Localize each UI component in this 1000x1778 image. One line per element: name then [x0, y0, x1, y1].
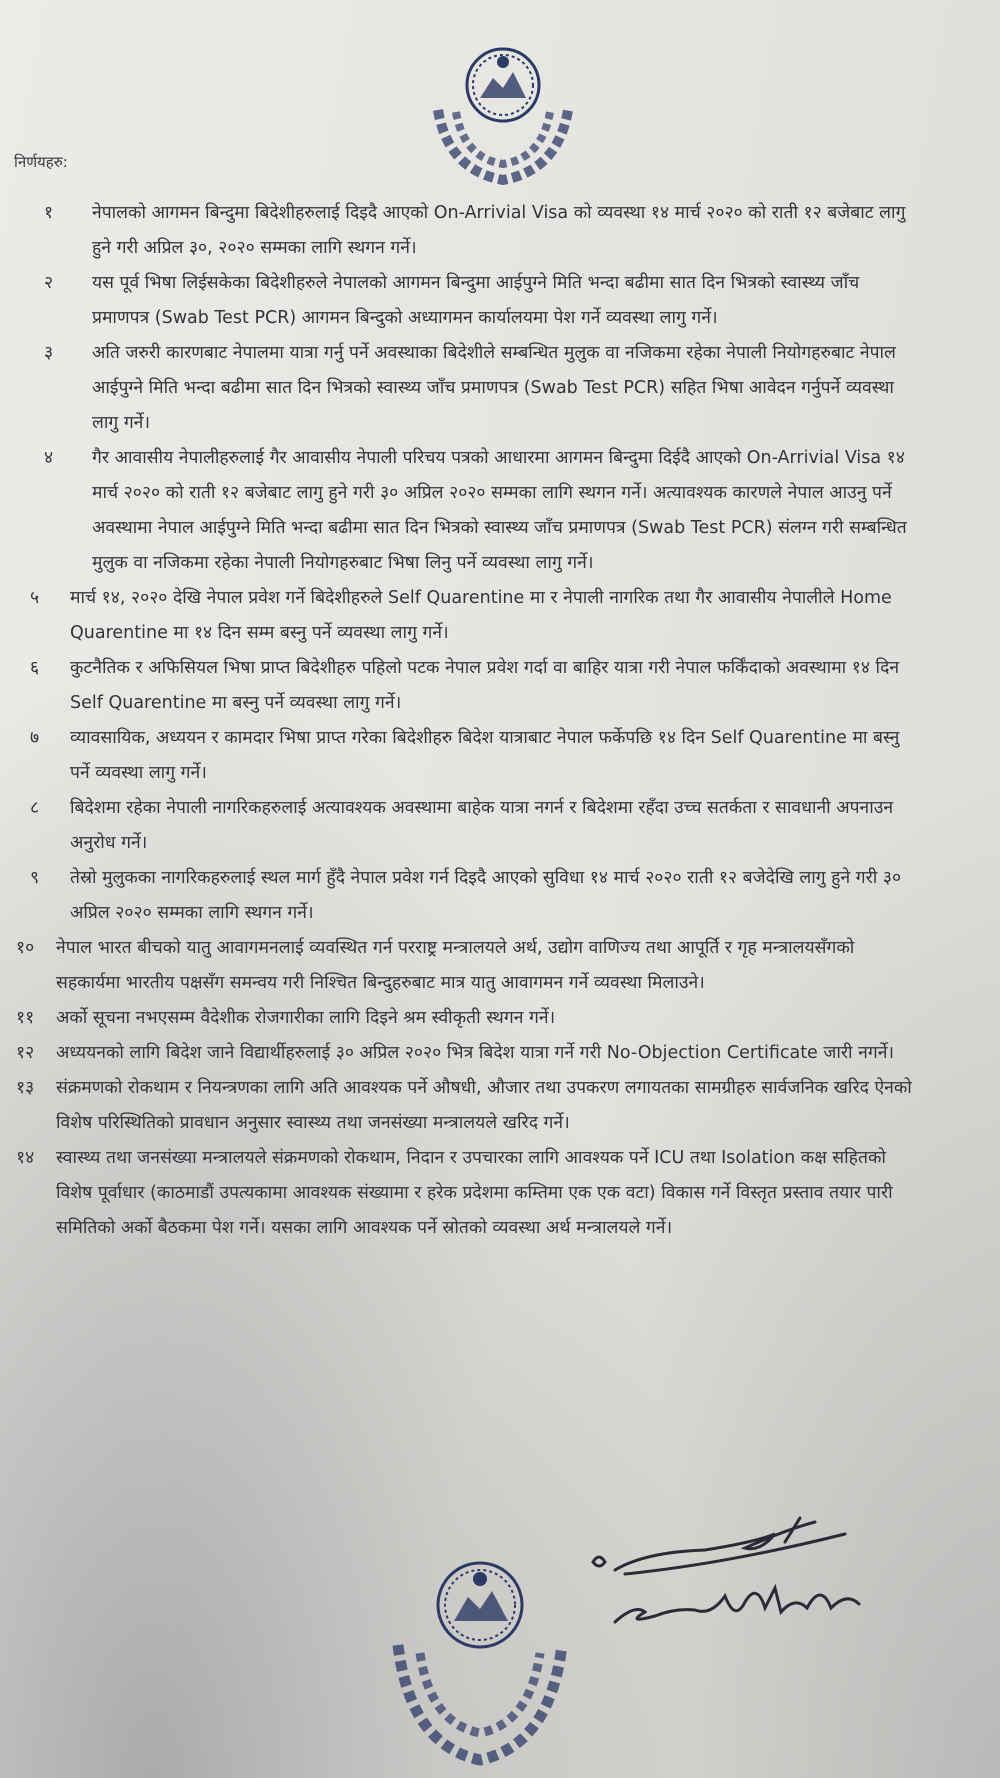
- item-number: ३: [44, 343, 54, 363]
- item-number: १४: [16, 1148, 35, 1168]
- list-item: [8, 931, 923, 1001]
- item-text: मार्च १४, २०२० देखि नेपाल प्रवेश गर्ने बिदेशीहरुले Self Quarentine मा र नेपाली नागरिक तथा गैर आवासीय नेपालीले Home Quarentine मा १४ दिन सम्म बस्नु पर्ने व्यवस्था लागु गर्ने।: [70, 588, 892, 643]
- decision-list: [8, 196, 923, 1246]
- list-item: [8, 1071, 923, 1141]
- item-number: ११: [16, 1008, 35, 1028]
- item-number: २: [44, 273, 54, 293]
- handwritten-signature-icon: [585, 1512, 915, 1642]
- item-text: बिदेशमा रहेका नेपाली नागरिकहरुलाई अत्यावश्यक अवस्थामा बाहेक यात्रा नगर्न र बिदेशमा रहँदा उच्च सतर्कता र सावधानी अपनाउन अनुरोध गर्ने।: [70, 798, 894, 853]
- list-item: [8, 266, 923, 336]
- item-text: अध्ययनको लागि बिदेश जाने विद्यार्थीहरुलाई ३० अप्रिल २०२० भित्र बिदेश यात्रा गर्ने गरी No-Objection Certificate जारी नगर्ने।: [56, 1043, 895, 1063]
- item-number: १०: [16, 938, 35, 958]
- item-text: तेस्रो मुलुकका नागरिकहरुलाई स्थल मार्ग हुँदै नेपाल प्रवेश गर्न दिइदै आएको सुविधा १४ मार्च २०२० राती १२ बजेदेखि लागु हुने गरी ३० अप्रिल २०२० सम्मका लागि स्थगन गर्ने।: [70, 868, 902, 923]
- list-item: [8, 336, 923, 441]
- item-number: ५: [30, 588, 40, 608]
- item-text: संक्रमणको रोकथाम र नियन्त्रणका लागि अति आवश्यक पर्ने औषधी, औजार तथा उपकरण लगायतका सामग्रीहरु सार्वजनिक खरिद ऐनको विशेष परिस्थितिको प्रावधान अनुसार स्वास्थ्य तथा जनसंख्या मन्त्रालयले खरिद गर्ने।: [56, 1078, 912, 1133]
- list-item: [8, 441, 923, 581]
- item-number: १३: [16, 1078, 35, 1098]
- item-number: १: [44, 203, 54, 223]
- item-text: यस पूर्व भिषा लिईसकेका बिदेशीहरुले नेपालको आगमन बिन्दुमा आईपुग्ने मिति भन्दा बढीमा सात दिन भित्रको स्वास्थ्य जाँच प्रमाणपत्र (Swab Test PCR) आगमन बिन्दुको अध्यागमन कार्यालयमा पेश गर्ने व्यवस्था लागु गर्ने।: [92, 273, 860, 328]
- government-seal-icon: [380, 1555, 570, 1775]
- item-text: गैर आवासीय नेपालीहरुलाई गैर आवासीय नेपाली परिचय पत्रको आधारमा आगमन बिन्दुमा दिईदै आएको On-Arrivial Visa १४ मार्च २०२० को राती १२ बजेबाट लागु हुने गरी ३० अप्रिल २०२० सम्मका लागि स्थगन गर्ने। अत्यावश्यक कारणले नेपाल आउनु पर्ने अवस्थामा नेपाल आईपुग्ने मिति भन्दा बढीमा सात दिन भित्रको स्वास्थ्य जाँच प्रमाणपत्र (Swab Test PCR) संलग्न गरी सम्बन्धित मुलुक वा नजिकमा रहेका नेपाली नियोगहरुबाट भिषा लिनु पर्ने व्यवस्था लागु गर्ने।: [92, 448, 907, 573]
- item-number: ६: [30, 658, 40, 678]
- list-item: [8, 1001, 923, 1036]
- list-item: [8, 196, 923, 266]
- item-text: कुटनैतिक र अफिसियल भिषा प्राप्त बिदेशीहरु पहिलो पटक नेपाल प्रवेश गर्दा वा बाहिर यात्रा गरी नेपाल फर्किंदाको अवस्थामा १४ दिन Self Quarentine मा बस्नु पर्ने व्यवस्था लागु गर्ने।: [70, 658, 900, 713]
- list-item: [8, 581, 923, 651]
- item-number: ४: [44, 448, 54, 468]
- list-item: [8, 1141, 923, 1246]
- list-item: [8, 721, 923, 791]
- item-text: नेपालको आगमन बिन्दुमा बिदेशीहरुलाई दिइदै आएको On-Arrivial Visa को व्यवस्था १४ मार्च २०२० को राती १२ बजेबाट लागु हुने गरी अप्रिल ३०, २०२० सम्मका लागि स्थगन गर्ने।: [92, 203, 906, 258]
- item-text: अर्को सूचना नभएसम्म वैदेशीक रोजगारीका लागि दिइने श्रम स्वीकृती स्थगन गर्ने।: [56, 1008, 556, 1028]
- item-number: ९: [30, 868, 40, 888]
- list-item: [8, 861, 923, 931]
- item-text: स्वास्थ्य तथा जनसंख्या मन्त्रालयले संक्रमणको रोकथाम, निदान र उपचारका लागि आवश्यक पर्ने ICU तथा Isolation कक्ष सहितको विशेष पूर्वाधार (काठमाडौं उपत्यकामा आवश्यक संख्यामा र हरेक प्रदेशमा कम्तिमा एक एक वटा) विकास गर्ने विस्तृत प्रस्ताव तयार पारी समितिको अर्को बैठकमा पेश गर्ने। यसका लागि आवश्यक पर्ने स्रोतको व्यवस्था अर्थ मन्त्रालयले गर्ने।: [56, 1148, 893, 1238]
- item-text: नेपाल भारत बीचको यातु आवागमनलाई व्यवस्थित गर्न परराष्ट्र मन्त्रालयले अर्थ, उद्योग वाणिज्य तथा आपूर्ति र गृह मन्त्रालयसँगको सहकार्यमा भारतीय पक्षसँग समन्वय गरी निश्चित बिन्दुहरुबाट मात्र यातु आवागमन गर्ने व्यवस्था मिलाउने।: [56, 938, 855, 993]
- item-number: ७: [30, 728, 40, 748]
- item-text: अति जरुरी कारणबाट नेपालमा यात्रा गर्नु पर्ने अवस्थाका बिदेशीले सम्बन्धित मुलुक वा नजिकमा रहेका नेपाली नियोगहरुबाट नेपाल आईपुग्ने मिति भन्दा बढीमा सात दिन भित्रको स्वास्थ्य जाँच प्रमाणपत्र (Swab Test PCR) सहित भिषा आवेदन गर्नुपर्ने व्यवस्था लागु गर्ने।: [92, 343, 896, 433]
- decisions-heading: निर्णयहरु:: [14, 153, 68, 171]
- item-number: १२: [16, 1043, 35, 1063]
- list-item: [8, 1036, 923, 1071]
- item-text: व्यावसायिक, अध्ययन र कामदार भिषा प्राप्त गरेका बिदेशीहरु बिदेश यात्राबाट नेपाल फर्केपछि १४ दिन Self Quarentine मा बस्नु पर्ने व्यवस्था लागु गर्ने।: [70, 728, 900, 783]
- government-seal-icon: [418, 40, 588, 190]
- item-number: ८: [30, 798, 40, 818]
- list-item: [8, 791, 923, 861]
- list-item: [8, 651, 923, 721]
